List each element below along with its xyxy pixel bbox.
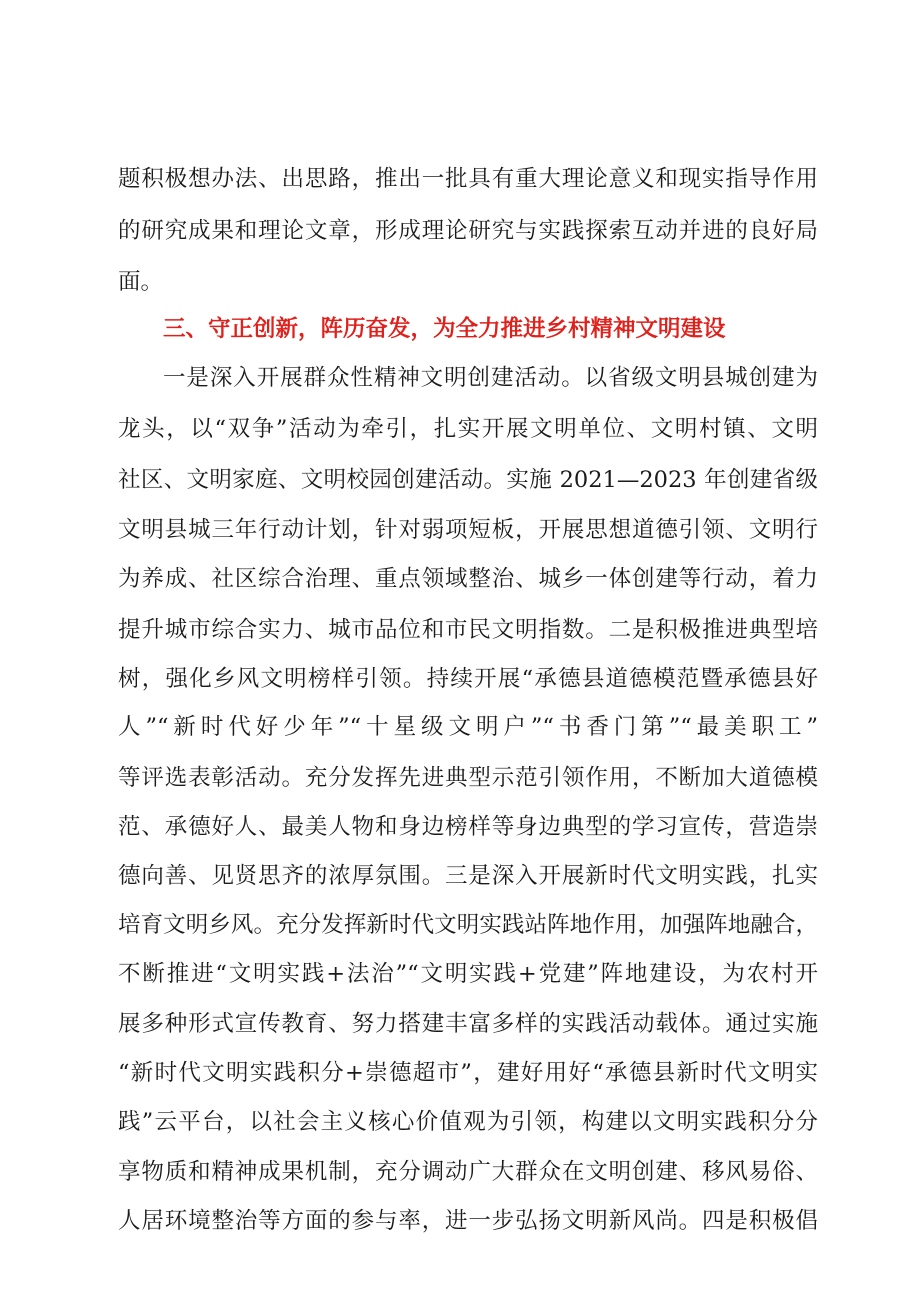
text-line: 的研究成果和理论文章，形成理论研究与实践探索互动并进的良好局 xyxy=(118,218,818,244)
text-line: 人”“新时代好少年”“十星级文明户”“书香门第”“最美职工” xyxy=(118,714,818,740)
text-line: 龙头，以“双争”活动为牵引，扎实开展文明单位、文明村镇、文明 xyxy=(118,416,818,442)
text-line: 面。 xyxy=(118,269,164,295)
text-line: 树，强化乡风文明榜样引领。持续开展“承德县道德模范暨承德县好 xyxy=(118,666,818,692)
text-line: 德向善、见贤思齐的浓厚氛围。三是深入开展新时代文明实践，扎实 xyxy=(118,863,818,889)
text-line: “新时代文明实践积分+崇德超市”，建好用好“承德县新时代文明实 xyxy=(118,1060,818,1086)
section-heading: 三、守正创新，阵历奋发，为全力推进乡村精神文明建设 xyxy=(163,316,726,342)
text-line: 人居环境整治等方面的参与率，进一步弘扬文明新风尚。四是积极倡 xyxy=(118,1208,818,1234)
text-line: 展多种形式宣传教育、努力搭建丰富多样的实践活动载体。通过实施 xyxy=(118,1011,818,1037)
text-line: 社区、文明家庭、文明校园创建活动。实施 2021—2023 年创建省级 xyxy=(118,467,818,493)
text-line: 践”云平台，以社会主义核心价值观为引领，构建以文明实践积分分 xyxy=(118,1109,818,1135)
text-line: 文明县城三年行动计划，针对弱项短板，开展思想道德引领、文明行 xyxy=(118,517,818,543)
text-line: 培育文明乡风。充分发挥新时代文明实践站阵地作用，加强阵地融合， xyxy=(118,912,818,938)
text-line: 享物质和精神成果机制，充分调动广大群众在文明创建、移风易俗、 xyxy=(118,1159,818,1185)
text-line: 不断推进“文明实践+法治”“文明实践+党建”阵地建设，为农村开 xyxy=(118,961,818,987)
text-line: 一是深入开展群众性精神文明创建活动。以省级文明县城创建为 xyxy=(163,365,818,391)
text-line: 题积极想办法、出思路，推出一批具有重大理论意义和现实指导作用 xyxy=(118,166,818,192)
text-line: 范、承德好人、最美人物和身边榜样等身边典型的学习宣传，营造崇 xyxy=(118,814,818,840)
text-line: 提升城市综合实力、城市品位和市民文明指数。二是积极推进典型培 xyxy=(118,617,818,643)
text-line: 等评选表彰活动。充分发挥先进典型示范引领作用，不断加大道德模 xyxy=(118,765,818,791)
text-line: 为养成、社区综合治理、重点领域整治、城乡一体创建等行动，着力 xyxy=(118,566,818,592)
